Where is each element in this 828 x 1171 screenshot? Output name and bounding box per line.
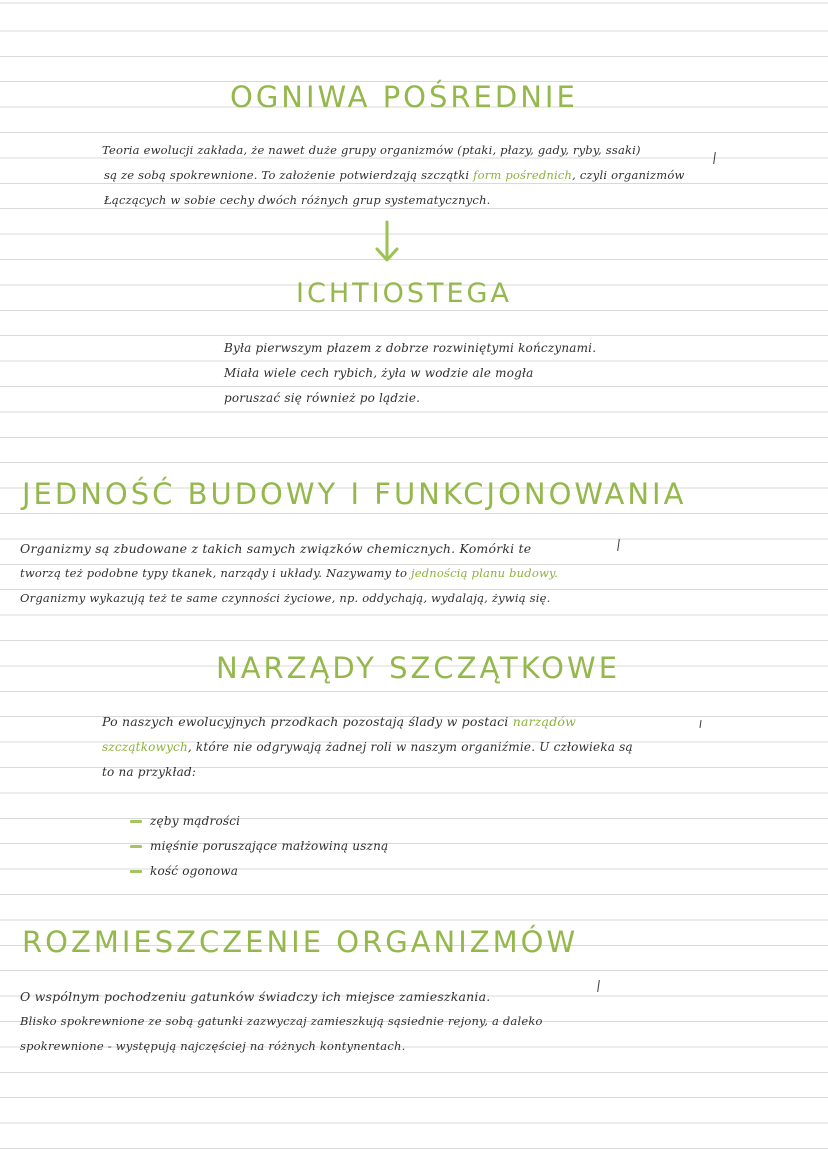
ichtiostega-line-3: poruszać się również po lądzie. <box>224 391 421 405</box>
highlight-jednosc-planu-budowy: jednością planu budowy. <box>410 566 559 580</box>
highlight-narzadow: narządów <box>512 714 577 729</box>
highlight-form-posrednich: form pośrednich <box>473 168 573 182</box>
ogniwa-line-3: Łączących w sobie cechy dwóch różnych grup systematycznych. <box>104 193 491 207</box>
ogniwa-line-1: Teoria ewolucji zakłada, że nawet duże grupy organizmów (ptaki, płazy, gady, ryby, ssaki) <box>102 143 641 157</box>
margin-tick <box>699 720 701 728</box>
narzady-line-2 <box>102 740 633 754</box>
ogniwa-line-2 <box>104 168 685 182</box>
narzady-line-3: to na przykład: <box>102 765 197 779</box>
list-item-text: zęby mądrości <box>150 814 241 828</box>
jednosc-line-3: Organizmy wykazują też te same czynności życiowe, np. oddychają, wydalają, żywią się. <box>20 591 551 605</box>
list-item-text: mięśnie poruszające małżowiną uszną <box>150 839 389 853</box>
rozmieszczenie-line-1: O wspólnym pochodzeniu gatunków świadczy ich miejsce zamieszkania. <box>20 989 491 1004</box>
jednosc-line-1: Organizmy są zbudowane z takich samych związków chemicznych. Komórki te <box>20 541 532 556</box>
list-item-text: kość ogonowa <box>150 864 239 878</box>
narzady-line-1 <box>102 714 576 729</box>
dash-bullet-icon <box>130 845 142 848</box>
highlight-szczatkowych: szczątkowych <box>102 740 188 754</box>
ichtiostega-line-2: Miała wiele cech rybich, żyła w wodzie ale mogła <box>224 366 534 380</box>
dash-bullet-icon <box>130 820 142 823</box>
narzady-line-1-text: Po naszych ewolucyjnych przodkach pozostają ślady w postaci <box>102 714 513 729</box>
margin-tick <box>617 539 620 551</box>
list-item <box>130 814 240 828</box>
jednosc-line-2 <box>20 566 558 580</box>
heading-ogniwa-posrednie: OGNIWA POŚREDNIE <box>230 80 578 114</box>
ogniwa-line-2-end: , czyli organizmów <box>572 168 685 182</box>
narzady-line-2-text: , które nie odgrywają żadnej roli w naszym organiźmie. U człowieka są <box>187 740 633 754</box>
ichtiostega-line-1: Była pierwszym płazem z dobrze rozwiniętymi kończynami. <box>224 341 597 355</box>
jednosc-line-2-text: tworzą też podobne typy tkanek, narządy i układy. Nazywamy to <box>20 566 411 580</box>
heading-narzady-szczatkowe: NARZĄDY SZCZĄTKOWE <box>216 651 621 685</box>
ogniwa-line-2-text: są ze sobą spokrewnione. To założenie potwierdzają szczątki <box>104 168 474 182</box>
arrow-down-icon <box>372 218 402 266</box>
heading-jednosc-budowy: JEDNOŚĆ BUDOWY I FUNKCJONOWANIA <box>22 477 687 511</box>
margin-tick <box>713 152 716 164</box>
dash-bullet-icon <box>130 870 142 873</box>
margin-tick <box>597 980 600 992</box>
rozmieszczenie-line-2: Blisko spokrewnione ze sobą gatunki zazwyczaj zamieszkują sąsiednie rejony, a daleko <box>20 1014 543 1028</box>
heading-rozmieszczenie-organizmow: ROZMIESZCZENIE ORGANIZMÓW <box>22 925 579 959</box>
list-item <box>130 839 388 853</box>
list-item <box>130 864 238 878</box>
heading-ichtiostega: ICHTIOSTEGA <box>296 278 512 309</box>
rozmieszczenie-line-3: spokrewnione - występują najczęściej na różnych kontynentach. <box>20 1039 406 1053</box>
